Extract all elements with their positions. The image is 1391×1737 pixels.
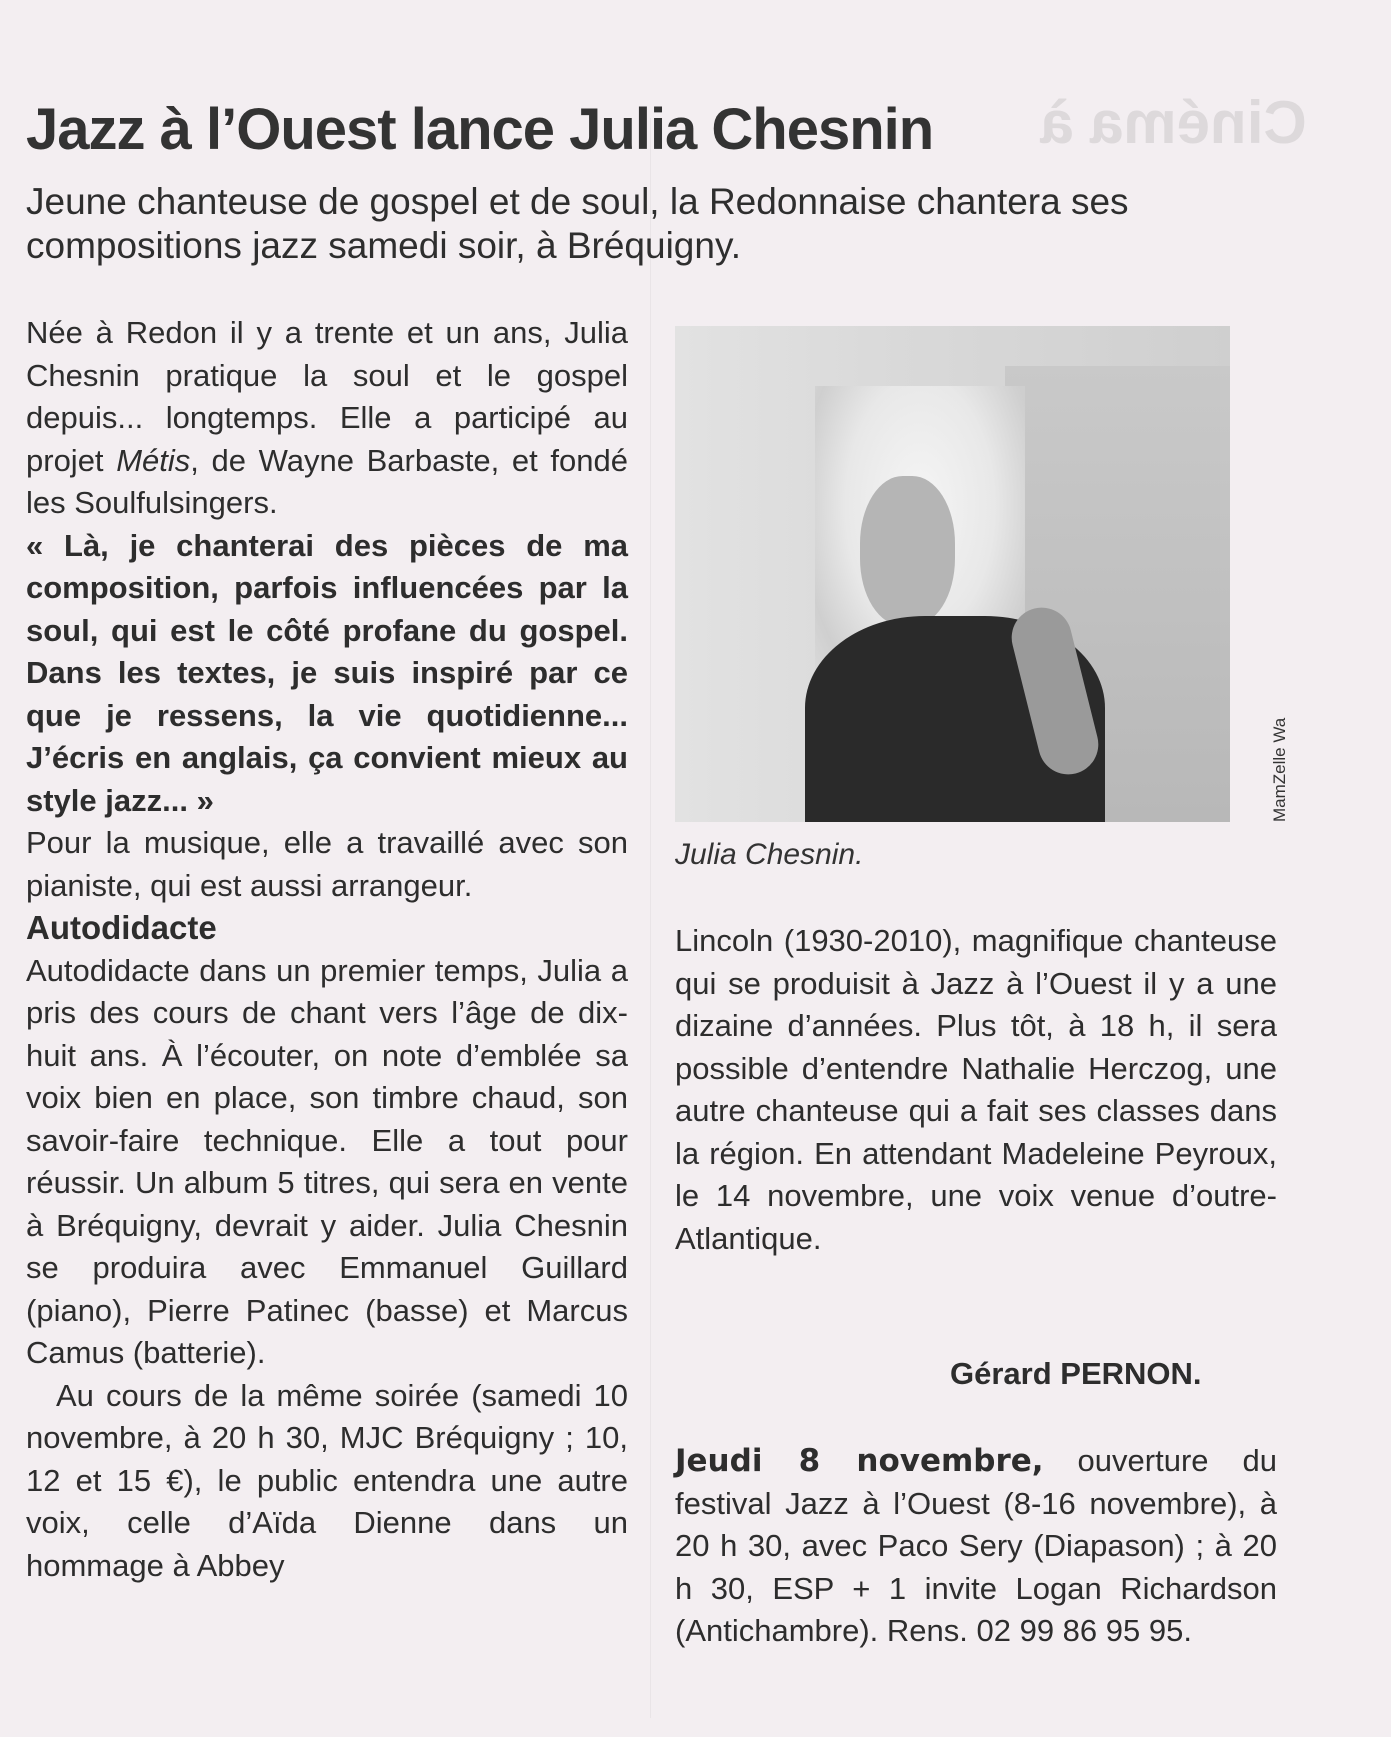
paragraph-lincoln: Lincoln (1930-2010), magnifique chanteuse qui se produisit à Jazz à l’Ouest il y a une dizaine d’années. Plus tôt, à 18 h, il sera possible d’entendre Nathalie Herczog, une autre chanteuse qui a fait ses classes dans la région. En attendant Madeleine Peyroux, le 14 novembre, une voix venue d’outre-Atlantique. bbox=[675, 923, 1277, 1256]
paragraph-music: Pour la musique, elle a travaillé avec son pianiste, qui est aussi arrangeur. bbox=[26, 825, 628, 903]
photo-caption: Julia Chesnin. bbox=[675, 838, 864, 871]
intro-text-end: , de Wayne Barbaste, et fondé les Soulfulsingers. bbox=[26, 442, 628, 520]
paragraph-autodidact: Autodidacte dans un premier temps, Julia a pris des cours de chant vers l’âge de dix-huit ans. À l’écouter, on note d’emblée sa voix bien en place, son timbre chaud, son savoir-faire technique. Elle a tout pour réussir. Un album 5 titres, qui sera en vente à Bréquigny, devrait y aider. Julia Chesnin se produira avec Emmanuel Guillard (piano), Pierre Patinec (basse) et Marcus Camus (batterie). bbox=[26, 952, 628, 1370]
photo-face bbox=[860, 476, 955, 626]
event-info bbox=[675, 1440, 1277, 1653]
author-signature: Gérard PERNON. bbox=[950, 1356, 1202, 1391]
event-date: Jeudi 8 novembre, bbox=[675, 1443, 1044, 1479]
paragraph-intro bbox=[26, 312, 628, 525]
photo-credit: MamZelle Wa bbox=[1270, 717, 1289, 822]
article-column-right bbox=[675, 920, 1277, 1260]
project-name: Métis bbox=[116, 442, 191, 478]
column-divider bbox=[650, 118, 651, 1718]
paragraph-evening: Au cours de la même soirée (samedi 10 novembre, à 20 h 30, MJC Bréquigny ; 10, 12 et 15 €), le public entendra une autre voix, celle d’Aïda Dienne dans un hommage à Abbey bbox=[26, 1377, 628, 1583]
subheading: Autodidacte bbox=[26, 909, 217, 946]
intro-text: Née à Redon il y a trente et un ans, Julia Chesnin pratique la soul et le gospel depuis... longtemps. Elle a participé au projet bbox=[26, 315, 628, 478]
quote-paragraph: « Là, je chanterai des pièces de ma composition, parfois influencées par la soul, qui est le côté profane du gospel. Dans les textes, je suis inspiré par ce que je ressens, la vie quotidienne... J’écris en anglais, ça convient mieux au style jazz... » bbox=[26, 527, 628, 818]
event-details: ouverture du festival Jazz à l’Ouest (8-16 novembre), à 20 h 30, avec Paco Sery (Diapason) ; à 20 h 30, ESP + 1 invite Logan Richardson (Antichambre). Rens. 02 99 86 95 95. bbox=[675, 1443, 1278, 1648]
article-column-left bbox=[26, 312, 628, 1587]
artist-photo bbox=[675, 326, 1230, 822]
standfirst: Jeune chanteuse de gospel et de soul, la Redonnaise chantera ses compositions jazz samedi soir, à Bréquigny. bbox=[26, 181, 1129, 266]
bleed-through-text: Cinéma à bbox=[1040, 89, 1307, 156]
headline: Jazz à l’Ouest lance Julia Chesnin bbox=[26, 97, 934, 162]
